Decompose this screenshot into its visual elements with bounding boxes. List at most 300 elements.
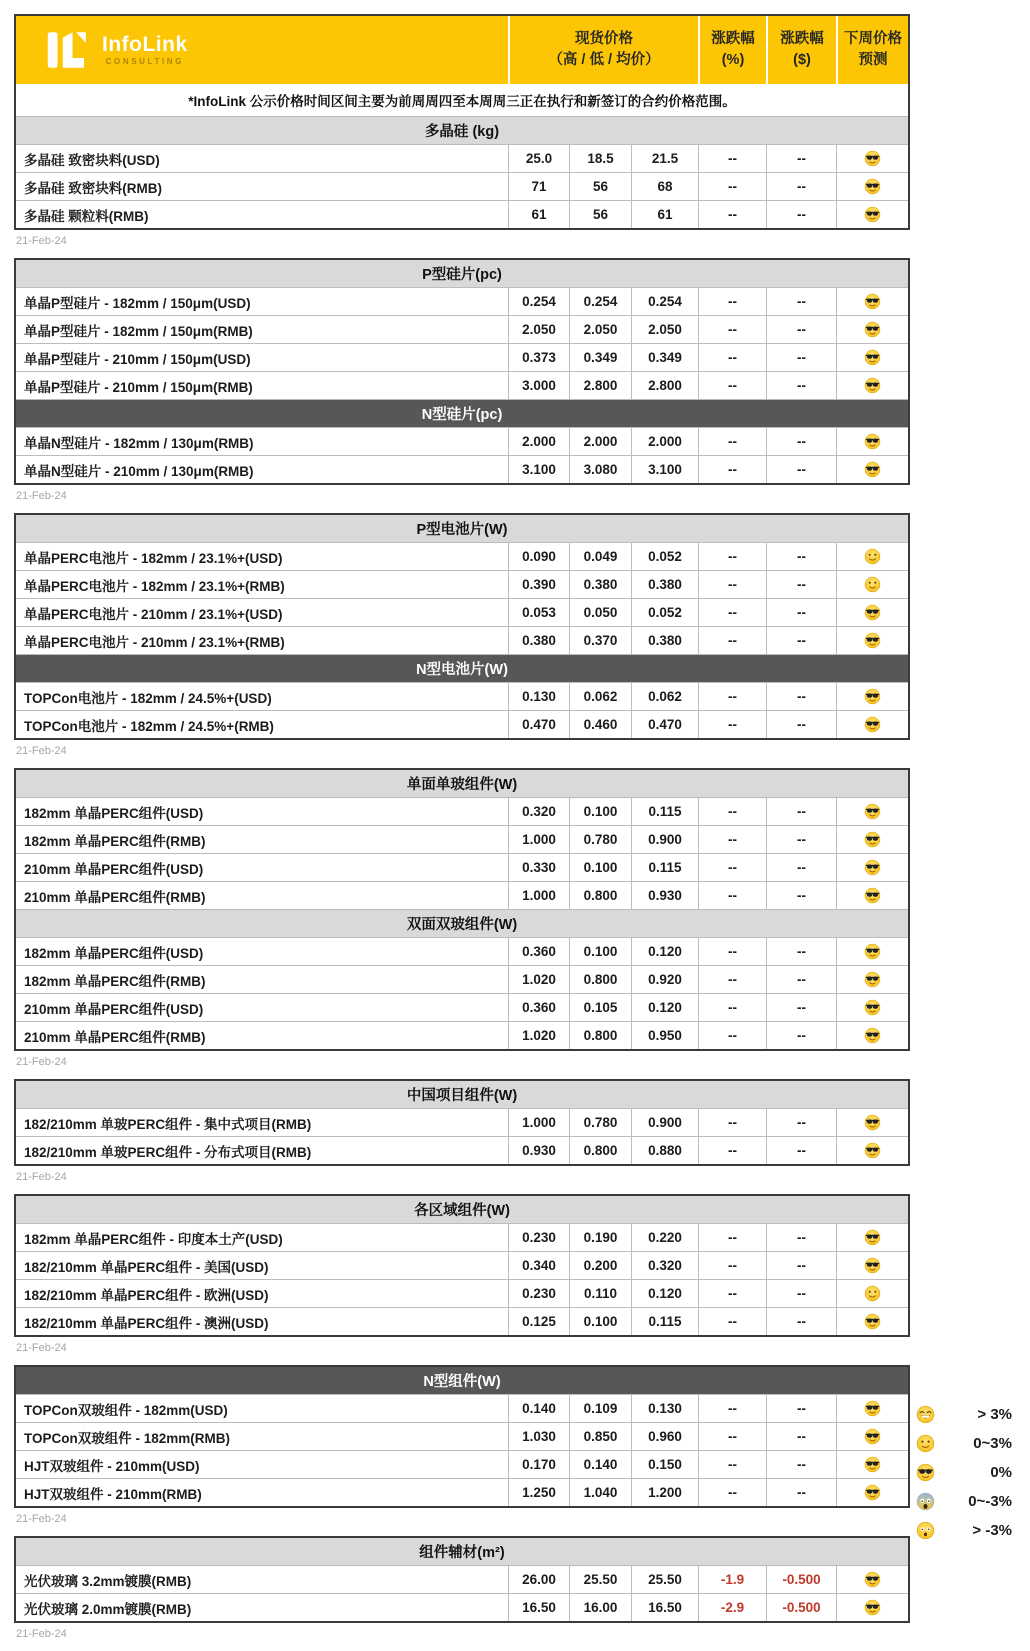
date-label: 21-Feb-24 (16, 490, 67, 502)
change-pct-cell: -- (698, 826, 766, 853)
change-usd-cell: -- (766, 994, 836, 1021)
price-low-cell: 0.800 (569, 1022, 631, 1049)
product-label: 182/210mm 单玻PERC组件 - 分布式项目(RMB) (24, 1144, 312, 1160)
price-low-cell: 56 (569, 173, 631, 200)
change-usd-cell: -- (766, 711, 836, 738)
price-avg-cell: 61 (631, 201, 698, 228)
change-usd-cell: -- (766, 288, 836, 315)
product-label: HJT双玻组件 - 210mm(RMB) (24, 1486, 202, 1502)
table-row (16, 371, 908, 399)
price-low-cell: 0.254 (569, 288, 631, 315)
change-usd-cell: -- (766, 316, 836, 343)
section-header: P型硅片(pc) (16, 260, 908, 287)
price-low-cell: 0.049 (569, 543, 631, 570)
change-pct-cell: -- (698, 1479, 766, 1506)
product-label: TOPCon双玻组件 - 182mm(USD) (24, 1402, 228, 1418)
change-usd-cell: -- (766, 1395, 836, 1422)
forecast-sunglasses-icon (836, 683, 908, 710)
change-pct-cell: -- (698, 994, 766, 1021)
table-row (16, 1422, 908, 1450)
price-avg-cell: 0.880 (631, 1137, 698, 1164)
price-avg-cell: 16.50 (631, 1594, 698, 1621)
price-avg-cell: 0.115 (631, 1308, 698, 1335)
table-row (16, 825, 908, 853)
change-usd-cell: -- (766, 1308, 836, 1335)
change-pct-cell: -- (698, 201, 766, 228)
change-pct-cell: -- (698, 854, 766, 881)
forecast-smile-icon (836, 543, 908, 570)
change-usd-cell: -- (766, 599, 836, 626)
price-avg-cell: 0.349 (631, 344, 698, 371)
price-low-cell: 0.850 (569, 1423, 631, 1450)
price-low-cell: 1.040 (569, 1479, 631, 1506)
product-label: 多晶硅 颗粒料(RMB) (24, 208, 149, 224)
change-usd-cell: -- (766, 1224, 836, 1251)
price-low-cell: 0.190 (569, 1224, 631, 1251)
price-high-cell: 0.125 (508, 1308, 569, 1335)
table-row (16, 965, 908, 993)
product-label: 单晶PERC电池片 - 210mm / 23.1%+(RMB) (24, 634, 285, 650)
price-block-china-project (14, 1079, 910, 1166)
forecast-sunglasses-icon (836, 854, 908, 881)
forecast-sunglasses-icon (836, 173, 908, 200)
price-low-cell: 0.370 (569, 627, 631, 654)
section-header: 多晶硅 (kg) (16, 116, 908, 144)
section-header: 中国项目组件(W) (16, 1081, 908, 1108)
price-avg-cell: 0.254 (631, 288, 698, 315)
section-header: 组件辅材(m²) (16, 1538, 908, 1565)
price-avg-cell: 0.950 (631, 1022, 698, 1049)
price-avg-cell: 0.052 (631, 599, 698, 626)
change-pct-cell: -- (698, 683, 766, 710)
table-row (16, 315, 908, 343)
price-low-cell: 0.105 (569, 994, 631, 1021)
price-low-cell: 0.800 (569, 966, 631, 993)
price-high-cell: 1.020 (508, 1022, 569, 1049)
change-pct-cell: -- (698, 1395, 766, 1422)
price-low-cell: 0.800 (569, 1137, 631, 1164)
table-row (16, 881, 908, 909)
price-low-cell: 0.200 (569, 1252, 631, 1279)
table-row (16, 427, 908, 455)
spot-price-subtitle: （高 / 低 / 均价） (548, 51, 660, 68)
forecast-sunglasses-icon (836, 1479, 908, 1506)
product-label: 182/210mm 单晶PERC组件 - 美国(USD) (24, 1259, 269, 1275)
forecast-sunglasses-icon (836, 826, 908, 853)
price-high-cell: 0.360 (508, 938, 569, 965)
date-label: 21-Feb-24 (16, 235, 67, 247)
table-row (16, 937, 908, 965)
legend-label: > -3% (972, 1522, 1012, 1539)
price-block-materials (14, 1536, 910, 1623)
price-avg-cell: 2.050 (631, 316, 698, 343)
change-pct-cell: -- (698, 372, 766, 399)
change-pct-cell: -- (698, 145, 766, 172)
legend-label: 0% (990, 1464, 1012, 1481)
price-high-cell: 0.380 (508, 627, 569, 654)
product-label: 光伏玻璃 2.0mm镀膜(RMB) (24, 1601, 192, 1617)
table-row (16, 1450, 908, 1478)
product-label: 182/210mm 单晶PERC组件 - 澳洲(USD) (24, 1315, 269, 1331)
price-tables (14, 14, 910, 1651)
price-avg-cell: 0.052 (631, 543, 698, 570)
price-low-cell: 0.100 (569, 798, 631, 825)
table-row (16, 1279, 908, 1307)
price-avg-cell: 25.50 (631, 1566, 698, 1593)
product-label: TOPCon双玻组件 - 182mm(RMB) (24, 1430, 231, 1446)
forecast-legend (906, 1400, 1022, 1545)
price-high-cell: 25.0 (508, 145, 569, 172)
product-label: 光伏玻璃 3.2mm镀膜(RMB) (24, 1573, 192, 1589)
product-label: 182/210mm 单晶PERC组件 - 欧洲(USD) (24, 1287, 269, 1303)
price-high-cell: 0.053 (508, 599, 569, 626)
price-high-cell: 3.100 (508, 456, 569, 483)
forecast-sunglasses-icon (836, 344, 908, 371)
price-high-cell: 1.250 (508, 1479, 569, 1506)
change-pct-cell: -- (698, 456, 766, 483)
price-avg-cell: 68 (631, 173, 698, 200)
product-label: 182mm 单晶PERC组件(RMB) (24, 973, 206, 989)
column-header-spot-price (508, 16, 698, 84)
forecast-sunglasses-icon (836, 798, 908, 825)
change-pct-cell: -- (698, 1252, 766, 1279)
price-avg-cell: 0.130 (631, 1395, 698, 1422)
change-pct-cell: -- (698, 1109, 766, 1136)
section-header: N型电池片(W) (16, 654, 908, 682)
change-pct-cell: -- (698, 543, 766, 570)
product-label: 单晶PERC电池片 - 182mm / 23.1%+(RMB) (24, 578, 285, 594)
price-low-cell: 0.100 (569, 854, 631, 881)
table-row (16, 1478, 908, 1506)
brand-name: InfoLink (102, 32, 188, 56)
forecast-sunglasses-icon (836, 627, 908, 654)
legend-scream-icon (916, 1492, 935, 1511)
product-label: 182/210mm 单玻PERC组件 - 集中式项目(RMB) (24, 1116, 312, 1132)
change-pct-cell: -- (698, 798, 766, 825)
table-row (16, 1136, 908, 1164)
forecast-sunglasses-icon (836, 1137, 908, 1164)
product-label: 单晶P型硅片 - 210mm / 150μm(USD) (24, 351, 251, 367)
legend-label: 0~-3% (968, 1493, 1012, 1510)
price-high-cell: 16.50 (508, 1594, 569, 1621)
date-label: 21-Feb-24 (16, 1513, 67, 1525)
product-label: 210mm 单晶PERC组件(RMB) (24, 889, 206, 905)
price-high-cell: 0.330 (508, 854, 569, 881)
forecast-sunglasses-icon (836, 966, 908, 993)
forecast-sunglasses-icon (836, 1022, 908, 1049)
price-avg-cell: 0.150 (631, 1451, 698, 1478)
forecast-sunglasses-icon (836, 428, 908, 455)
price-low-cell: 0.050 (569, 599, 631, 626)
price-note: *InfoLink 公示价格时间区间主要为前周周四至本周周三正在执行和新签订的合约价格范围。 (16, 84, 908, 116)
change-pct-cell: -- (698, 1137, 766, 1164)
price-high-cell: 61 (508, 201, 569, 228)
change-pct-cell: -- (698, 1224, 766, 1251)
price-high-cell: 1.000 (508, 1109, 569, 1136)
change-usd-cell: -- (766, 428, 836, 455)
price-avg-cell: 0.220 (631, 1224, 698, 1251)
change-pct-cell: -- (698, 173, 766, 200)
legend-smile-icon (916, 1434, 935, 1453)
change-pct-cell: -- (698, 316, 766, 343)
change-usd-cell: -- (766, 344, 836, 371)
forecast-smile-icon (836, 1280, 908, 1307)
brand-subtitle: CONSULTING (105, 56, 184, 66)
price-block-wafer (14, 258, 910, 485)
price-high-cell: 0.390 (508, 571, 569, 598)
section-header: P型电池片(W) (16, 515, 908, 542)
price-high-cell: 2.000 (508, 428, 569, 455)
table-row (16, 710, 908, 738)
infolink-logo-icon (46, 29, 92, 71)
forecast-sunglasses-icon (836, 456, 908, 483)
forecast-sunglasses-icon (836, 711, 908, 738)
price-low-cell: 3.080 (569, 456, 631, 483)
change-pct-cell: -- (698, 711, 766, 738)
price-low-cell: 0.380 (569, 571, 631, 598)
change-pct-cell: -- (698, 938, 766, 965)
forecast-sunglasses-icon (836, 372, 908, 399)
price-low-cell: 0.140 (569, 1451, 631, 1478)
table-row (16, 542, 908, 570)
spot-price-title: 现货价格 (575, 31, 633, 48)
price-avg-cell: 0.960 (631, 1423, 698, 1450)
price-low-cell: 0.780 (569, 826, 631, 853)
change-usd-cell: -- (766, 456, 836, 483)
change-pct-cell: -- (698, 344, 766, 371)
price-low-cell: 56 (569, 201, 631, 228)
price-low-cell: 0.460 (569, 711, 631, 738)
change-pct-cell: -2.9 (698, 1594, 766, 1621)
product-label: 单晶N型硅片 - 182mm / 130μm(RMB) (24, 435, 254, 451)
price-high-cell: 0.230 (508, 1280, 569, 1307)
change-pct-cell: -- (698, 288, 766, 315)
price-avg-cell: 21.5 (631, 145, 698, 172)
price-low-cell: 0.780 (569, 1109, 631, 1136)
price-high-cell: 0.254 (508, 288, 569, 315)
price-high-cell: 0.170 (508, 1451, 569, 1478)
price-low-cell: 2.050 (569, 316, 631, 343)
price-low-cell: 16.00 (569, 1594, 631, 1621)
change-usd-cell: -- (766, 372, 836, 399)
change-usd-cell: -- (766, 1423, 836, 1450)
change-usd-cell: -- (766, 882, 836, 909)
price-avg-cell: 0.120 (631, 994, 698, 1021)
table-row (16, 853, 908, 881)
price-avg-cell: 0.930 (631, 882, 698, 909)
change-usd-cell: -- (766, 826, 836, 853)
change-usd-cell: -- (766, 854, 836, 881)
change-usd-cell: -- (766, 543, 836, 570)
legend-label: 0~3% (973, 1435, 1012, 1452)
column-header-forecast: 下周价格 预测 (836, 16, 908, 84)
change-usd-cell: -- (766, 966, 836, 993)
forecast-sunglasses-icon (836, 288, 908, 315)
forecast-sunglasses-icon (836, 1451, 908, 1478)
price-avg-cell: 2.800 (631, 372, 698, 399)
table-row (16, 1223, 908, 1251)
product-label: 182mm 单晶PERC组件(USD) (24, 945, 204, 961)
change-usd-cell: -- (766, 173, 836, 200)
price-low-cell: 25.50 (569, 1566, 631, 1593)
change-usd-cell: -- (766, 571, 836, 598)
price-avg-cell: 0.470 (631, 711, 698, 738)
price-avg-cell: 0.120 (631, 938, 698, 965)
change-usd-cell: -- (766, 1022, 836, 1049)
price-block-cell (14, 513, 910, 740)
forecast-sunglasses-icon (836, 994, 908, 1021)
product-label: 单晶P型硅片 - 182mm / 150μm(USD) (24, 295, 251, 311)
change-pct-cell: -- (698, 1451, 766, 1478)
product-label: HJT双玻组件 - 210mm(USD) (24, 1458, 200, 1474)
price-avg-cell: 0.120 (631, 1280, 698, 1307)
change-pct-cell: -- (698, 882, 766, 909)
change-usd-cell: -- (766, 1252, 836, 1279)
price-high-cell: 0.090 (508, 543, 569, 570)
price-high-cell: 0.130 (508, 683, 569, 710)
price-low-cell: 0.100 (569, 1308, 631, 1335)
product-label: TOPCon电池片 - 182mm / 24.5%+(RMB) (24, 718, 274, 734)
forecast-sunglasses-icon (836, 1224, 908, 1251)
infolink-logo (16, 16, 508, 84)
change-usd-cell: -- (766, 1280, 836, 1307)
product-label: 多晶硅 致密块料(RMB) (24, 180, 162, 196)
price-low-cell: 0.110 (569, 1280, 631, 1307)
forecast-sunglasses-icon (836, 201, 908, 228)
table-header (16, 16, 908, 84)
section-header: N型硅片(pc) (16, 399, 908, 427)
table-row (16, 797, 908, 825)
forecast-sunglasses-icon (836, 882, 908, 909)
price-block-ntype-module (14, 1365, 910, 1508)
date-label: 21-Feb-24 (16, 1342, 67, 1354)
price-avg-cell: 3.100 (631, 456, 698, 483)
product-label: 单晶P型硅片 - 210mm / 150μm(RMB) (24, 379, 253, 395)
price-high-cell: 0.930 (508, 1137, 569, 1164)
price-high-cell: 1.020 (508, 966, 569, 993)
change-usd-cell: -- (766, 1137, 836, 1164)
date-label: 21-Feb-24 (16, 1171, 67, 1183)
product-label: 210mm 单晶PERC组件(USD) (24, 861, 204, 877)
price-avg-cell: 0.900 (631, 826, 698, 853)
price-avg-cell: 0.380 (631, 627, 698, 654)
date-label: 21-Feb-24 (16, 1056, 67, 1068)
forecast-sunglasses-icon (836, 1423, 908, 1450)
table-row (16, 172, 908, 200)
product-label: 182mm 单晶PERC组件(USD) (24, 805, 204, 821)
legend-item (906, 1487, 1022, 1516)
change-usd-cell: -- (766, 798, 836, 825)
price-high-cell: 0.320 (508, 798, 569, 825)
column-header-change-pct: 涨跌幅 (%) (698, 16, 766, 84)
table-row (16, 1021, 908, 1049)
product-label: 182mm 单晶PERC组件 - 印度本土产(USD) (24, 1231, 283, 1247)
forecast-sunglasses-icon (836, 1252, 908, 1279)
table-row (16, 993, 908, 1021)
price-high-cell: 0.340 (508, 1252, 569, 1279)
product-label: 单晶P型硅片 - 182mm / 150μm(RMB) (24, 323, 253, 339)
change-usd-cell: -- (766, 145, 836, 172)
change-usd-cell: -- (766, 1109, 836, 1136)
forecast-sunglasses-icon (836, 1594, 908, 1621)
table-row (16, 343, 908, 371)
table-row (16, 287, 908, 315)
legend-item (906, 1516, 1022, 1545)
table-row (16, 626, 908, 654)
price-high-cell: 1.000 (508, 882, 569, 909)
product-label: TOPCon电池片 - 182mm / 24.5%+(USD) (24, 690, 272, 706)
legend-shock-icon (916, 1521, 935, 1540)
price-low-cell: 0.800 (569, 882, 631, 909)
change-pct-cell: -- (698, 571, 766, 598)
change-pct-cell: -- (698, 1308, 766, 1335)
legend-item (906, 1400, 1022, 1429)
change-usd-cell: -- (766, 201, 836, 228)
table-row (16, 1565, 908, 1593)
forecast-smile-icon (836, 571, 908, 598)
date-label: 21-Feb-24 (16, 745, 67, 757)
table-row (16, 1394, 908, 1422)
price-avg-cell: 0.062 (631, 683, 698, 710)
legend-grin-icon (916, 1405, 935, 1424)
price-low-cell: 2.800 (569, 372, 631, 399)
price-high-cell: 0.470 (508, 711, 569, 738)
product-label: 单晶N型硅片 - 210mm / 130μm(RMB) (24, 463, 254, 479)
change-usd-cell: -0.500 (766, 1594, 836, 1621)
table-row (16, 1108, 908, 1136)
forecast-sunglasses-icon (836, 1566, 908, 1593)
change-pct-cell: -1.9 (698, 1566, 766, 1593)
price-low-cell: 2.000 (569, 428, 631, 455)
change-usd-cell: -- (766, 1451, 836, 1478)
price-avg-cell: 1.200 (631, 1479, 698, 1506)
table-row (16, 200, 908, 228)
legend-label: > 3% (977, 1406, 1012, 1423)
table-row (16, 1251, 908, 1279)
price-block-polysilicon (14, 14, 910, 230)
price-avg-cell: 0.115 (631, 798, 698, 825)
section-header: 双面双玻组件(W) (16, 909, 908, 937)
product-label: 单晶PERC电池片 - 182mm / 23.1%+(USD) (24, 550, 283, 566)
price-high-cell: 3.000 (508, 372, 569, 399)
change-pct-cell: -- (698, 1280, 766, 1307)
change-usd-cell: -- (766, 627, 836, 654)
change-pct-cell: -- (698, 1022, 766, 1049)
price-avg-cell: 0.380 (631, 571, 698, 598)
legend-item (906, 1458, 1022, 1487)
change-pct-cell: -- (698, 627, 766, 654)
table-row (16, 455, 908, 483)
change-usd-cell: -- (766, 938, 836, 965)
product-label: 多晶硅 致密块料(USD) (24, 152, 160, 168)
forecast-sunglasses-icon (836, 599, 908, 626)
price-block-module (14, 768, 910, 1051)
table-row (16, 570, 908, 598)
change-pct-cell: -- (698, 1423, 766, 1450)
legend-item (906, 1429, 1022, 1458)
price-high-cell: 0.373 (508, 344, 569, 371)
table-row (16, 682, 908, 710)
change-usd-cell: -- (766, 683, 836, 710)
change-usd-cell: -- (766, 1479, 836, 1506)
forecast-sunglasses-icon (836, 1395, 908, 1422)
price-low-cell: 0.100 (569, 938, 631, 965)
change-pct-cell: -- (698, 599, 766, 626)
table-row (16, 1593, 908, 1621)
change-pct-cell: -- (698, 966, 766, 993)
forecast-sunglasses-icon (836, 1109, 908, 1136)
table-row (16, 144, 908, 172)
